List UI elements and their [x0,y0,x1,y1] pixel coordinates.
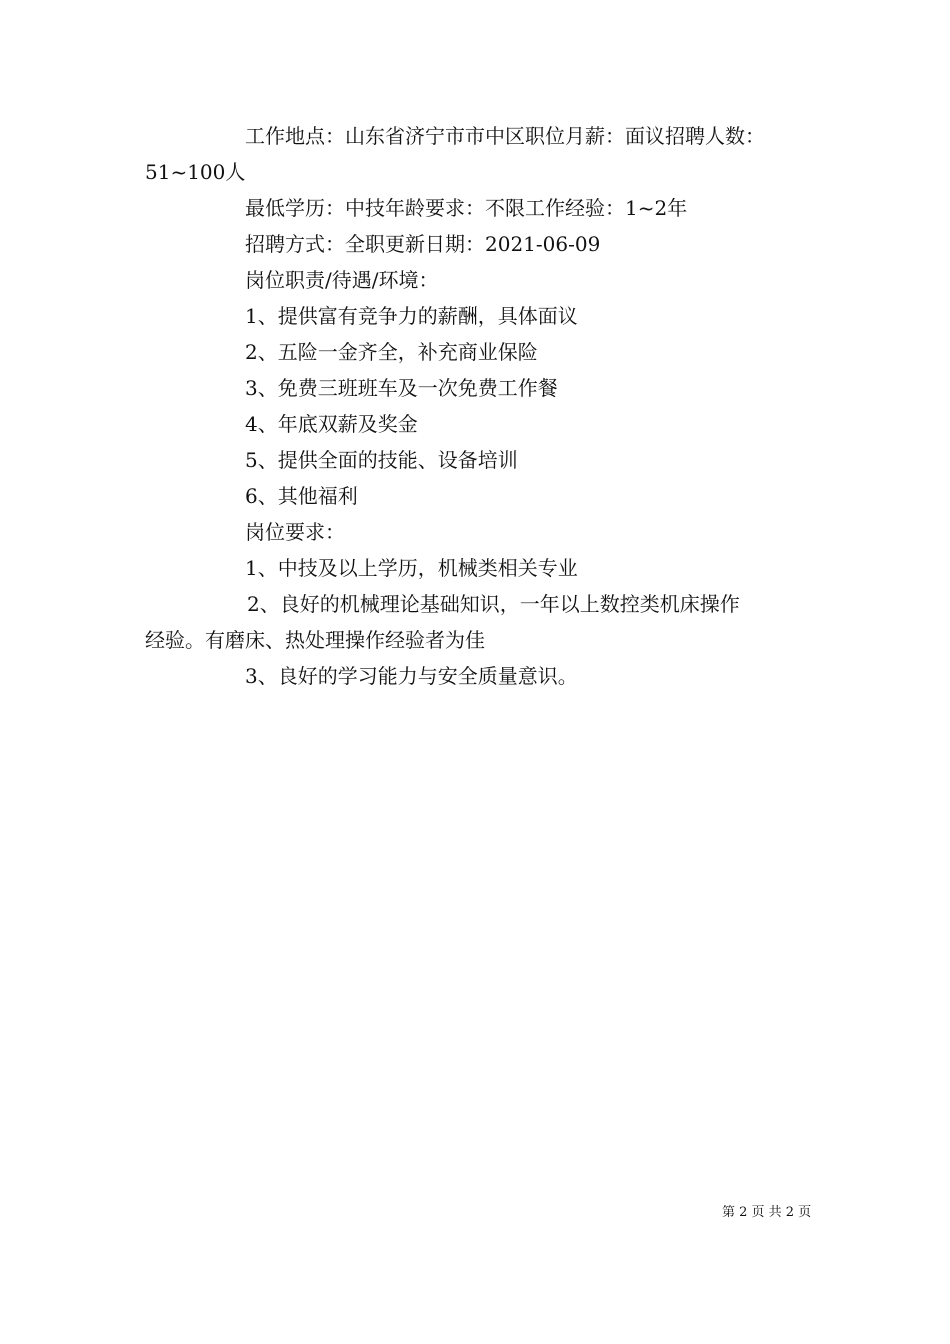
requirement-item: 1、中技及以上学历，机械类相关专业 [245,556,578,580]
benefit-item: 1、提供富有竞争力的薪酬，具体面议 [245,304,578,328]
requirement-item: 2、良好的机械理论基础知识，一年以上数控类机床操作 [247,592,740,616]
headcount-line: 51~100人 [145,160,246,184]
requirement-item: 3、良好的学习能力与安全质量意识。 [245,664,578,688]
page-number-footer: 第 2 页 共 2 页 [722,1205,812,1220]
requirements-heading: 岗位要求： [245,520,345,544]
education-line: 最低学历：中技年龄要求：不限工作经验：1~2年 [245,196,688,220]
job-location-line: 工作地点：山东省济宁市市中区职位月薪：面议招聘人数： [245,124,765,148]
benefit-item: 6、其他福利 [245,484,358,508]
hiring-method-line: 招聘方式：全职更新日期：2021-06-09 [245,232,601,256]
requirement-item-continuation: 经验。有磨床、热处理操作经验者为佳 [145,628,485,652]
document-body [145,118,815,694]
benefit-item: 2、五险一金齐全，补充商业保险 [245,340,538,364]
benefit-item: 5、提供全面的技能、设备培训 [245,448,518,472]
benefit-item: 4、年底双薪及奖金 [245,412,418,436]
duties-heading: 岗位职责/待遇/环境： [245,268,439,292]
benefit-item: 3、免费三班班车及一次免费工作餐 [245,376,558,400]
